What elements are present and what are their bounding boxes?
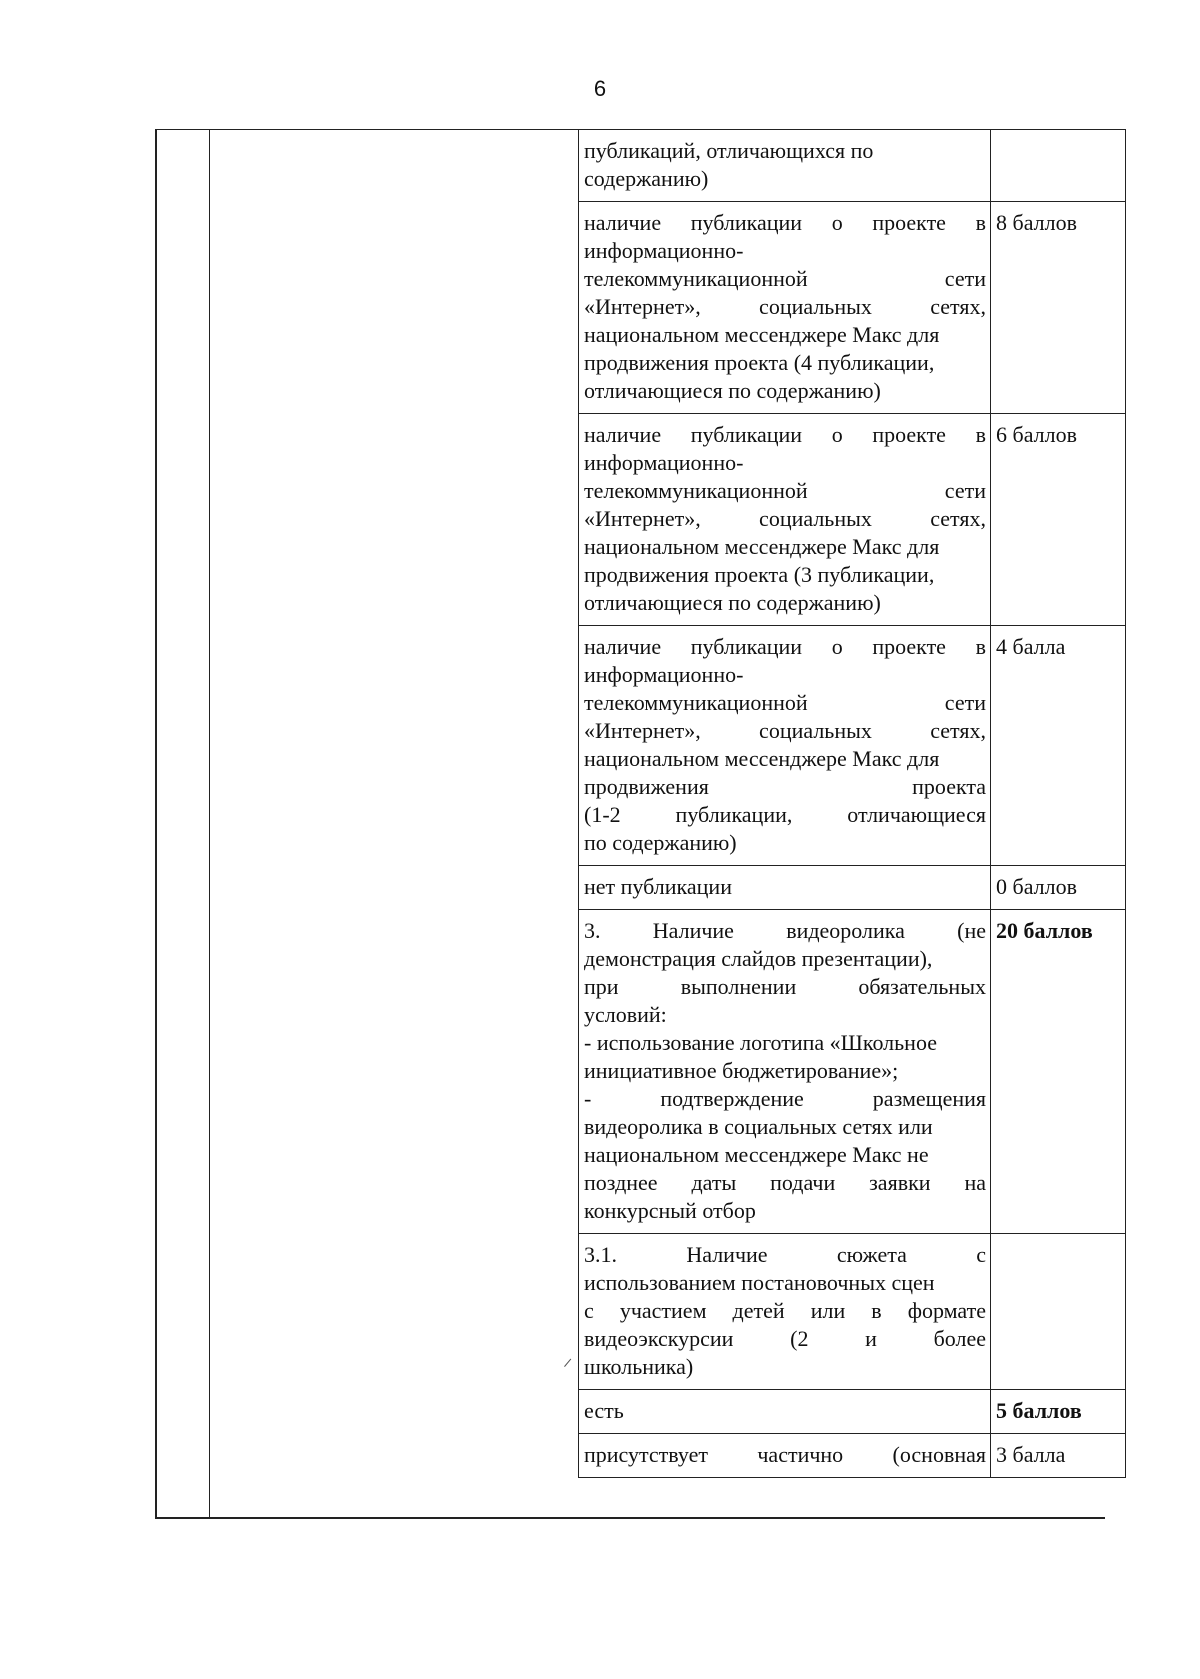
criterion-line: телекоммуникационной сети [584, 266, 986, 291]
criterion-line: отличающиеся по содержанию) [584, 378, 881, 403]
criterion-cell [579, 910, 991, 1234]
criterion-line: видеоролика в социальных сетях или [584, 1114, 933, 1139]
criterion-line: телекоммуникационной сети [584, 478, 986, 503]
score-cell: 4 балла [991, 626, 1126, 866]
table-row [579, 910, 1126, 1234]
criterion-line: 3. Наличие видеоролика (не [584, 918, 986, 943]
criterion-line: «Интернет», социальных сетях, [584, 718, 986, 743]
criterion-cell [579, 130, 991, 202]
criterion-cell [579, 866, 991, 910]
table-row [579, 202, 1126, 414]
criterion-line: национальном мессенджере Макс для [584, 746, 940, 771]
criterion-line: публикаций, отличающихся по [584, 138, 874, 163]
table-row [579, 1390, 1126, 1434]
criterion-cell [579, 202, 991, 414]
criterion-line: - подтверждение размещения [584, 1086, 986, 1111]
criterion-line: «Интернет», социальных сетях, [584, 294, 986, 319]
criterion-line: (1-2 публикации, отличающиеся [584, 802, 986, 827]
criterion-line: нет публикации [584, 874, 732, 899]
table-row [579, 626, 1126, 866]
criterion-line: национальном мессенджере Макс для [584, 322, 940, 347]
criterion-line: продвижения проекта (4 публикации, [584, 350, 935, 375]
criterion-cell [579, 1434, 991, 1478]
criterion-line: видеоэкскурсии (2 и более [584, 1326, 986, 1351]
criterion-cell [579, 414, 991, 626]
table-row [579, 1434, 1126, 1478]
criterion-line: условий: [584, 1002, 667, 1027]
criterion-line: содержанию) [584, 166, 709, 191]
score-cell: 3 балла [991, 1434, 1126, 1478]
criterion-line: присутствует частично (основная [584, 1442, 986, 1467]
criterion-line: инициативное бюджетирование»; [584, 1058, 899, 1083]
score-cell [991, 130, 1126, 202]
criterion-line: конкурсный отбор [584, 1198, 756, 1223]
criterion-cell [579, 626, 991, 866]
criterion-line: национальном мессенджере Макс для [584, 534, 940, 559]
score-cell: 0 баллов [991, 866, 1126, 910]
criterion-line: по содержанию) [584, 830, 737, 855]
criterion-line: наличие публикации о проекте в [584, 210, 986, 235]
criterion-line: отличающиеся по содержанию) [584, 590, 881, 615]
criterion-line: при выполнении обязательных [584, 974, 986, 999]
criterion-line: позднее даты подачи заявки на [584, 1170, 986, 1195]
criterion-cell [579, 1234, 991, 1390]
criterion-line: школьника) [584, 1354, 694, 1379]
criterion-line: телекоммуникационной сети [584, 690, 986, 715]
criterion-line: национальном мессенджере Макс не [584, 1142, 929, 1167]
score-cell: 8 баллов [991, 202, 1126, 414]
criterion-line: продвижения проекта (3 публикации, [584, 562, 935, 587]
table-row [579, 414, 1126, 626]
criterion-line: информационно- [584, 662, 744, 687]
criterion-cell [579, 1390, 991, 1434]
criterion-line: наличие публикации о проекте в [584, 422, 986, 447]
criterion-line: информационно- [584, 450, 744, 475]
criterion-line: информационно- [584, 238, 744, 263]
table-row [579, 130, 1126, 202]
table-row [579, 1234, 1126, 1390]
score-cell: 20 баллов [991, 910, 1126, 1234]
criterion-line: с участием детей или в формате [584, 1298, 986, 1323]
criterion-line: - использование логотипа «Школьное [584, 1030, 937, 1055]
criterion-line: продвижения проекта [584, 774, 986, 799]
table-row [579, 866, 1126, 910]
score-cell: 5 баллов [991, 1390, 1126, 1434]
score-cell: 6 баллов [991, 414, 1126, 626]
criterion-line: есть [584, 1398, 624, 1423]
criterion-line: демонстрация слайдов презентации), [584, 946, 933, 971]
criteria-table [578, 129, 1126, 1478]
criterion-line: наличие публикации о проекте в [584, 634, 986, 659]
column-divider-1 [209, 129, 210, 1519]
page-number: 6 [593, 76, 607, 101]
criterion-line: использованием постановочных сцен [584, 1270, 935, 1295]
criterion-line: 3.1. Наличие сюжета с [584, 1242, 986, 1267]
score-cell [991, 1234, 1126, 1390]
criterion-line: «Интернет», социальных сетях, [584, 506, 986, 531]
